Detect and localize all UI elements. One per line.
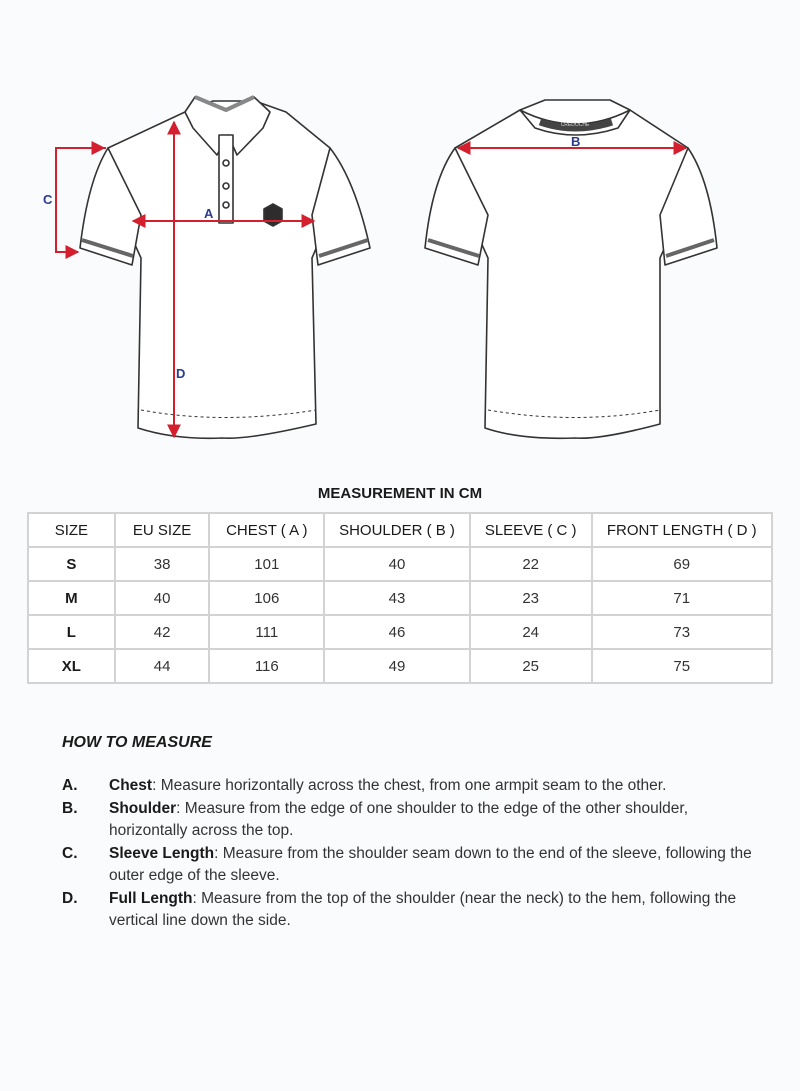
- cell-front-length: 73: [592, 615, 772, 649]
- item-description: : Measure from the edge of one shoulder to the edge of the other shoulder, horizontally across the top.: [109, 799, 689, 839]
- cell-shoulder: 46: [324, 615, 470, 649]
- header-eu-size: EU SIZE: [115, 513, 210, 547]
- cell-front-length: 75: [592, 649, 772, 683]
- cell-sleeve: 23: [470, 581, 592, 615]
- item-letter: C.: [62, 844, 78, 862]
- cell-shoulder: 49: [324, 649, 470, 683]
- size-table: [27, 512, 773, 684]
- item-description: : Measure from the top of the shoulder (near the neck) to the hem, following the vertical line down the side.: [109, 889, 737, 929]
- cell-chest: 106: [209, 581, 324, 615]
- table-title: MEASUREMENT IN CM: [317, 485, 483, 502]
- header-size: SIZE: [28, 513, 115, 547]
- polo-measurement-diagram: [0, 60, 800, 460]
- cell-size: S: [28, 547, 115, 581]
- list-item: [62, 888, 752, 933]
- cell-size: XL: [28, 649, 115, 683]
- cell-sleeve: 22: [470, 547, 592, 581]
- how-to-measure-list: [62, 775, 752, 933]
- label-a: A: [204, 206, 214, 221]
- table-header-row: [28, 513, 772, 547]
- cell-sleeve: 24: [470, 615, 592, 649]
- cell-shoulder: 43: [324, 581, 470, 615]
- header-chest: CHEST ( A ): [209, 513, 324, 547]
- how-to-measure-title: HOW TO MEASURE: [62, 734, 212, 751]
- header-sleeve: SLEEVE ( C ): [470, 513, 592, 547]
- cell-eu-size: 42: [115, 615, 210, 649]
- item-term: Chest: [109, 777, 153, 794]
- header-front-length: FRONT LENGTH ( D ): [592, 513, 772, 547]
- header-shoulder: SHOULDER ( B ): [324, 513, 470, 547]
- cell-front-length: 69: [592, 547, 772, 581]
- item-description: : Measure from the shoulder seam down to the end of the sleeve, following the outer edge of the sleeve.: [109, 844, 752, 884]
- item-term: Shoulder: [109, 799, 177, 817]
- table-row: [28, 581, 772, 615]
- cell-sleeve: 25: [470, 649, 592, 683]
- table-row: [28, 649, 772, 683]
- item-letter: D.: [62, 889, 78, 907]
- cell-chest: 111: [209, 615, 324, 649]
- item-description: : Measure horizontally across the chest, from one armpit seam to the other.: [152, 777, 667, 794]
- polo-front-view: [80, 97, 370, 438]
- cell-chest: 101: [209, 547, 324, 581]
- cell-shoulder: 40: [324, 547, 470, 581]
- table-row: [28, 547, 772, 581]
- cell-size: M: [28, 581, 115, 615]
- cell-size: L: [28, 615, 115, 649]
- cell-front-length: 71: [592, 581, 772, 615]
- brand-mark: CREDOCHE: [560, 122, 590, 128]
- cell-chest: 116: [209, 649, 324, 683]
- label-b: B: [571, 134, 581, 149]
- cell-eu-size: 38: [115, 547, 210, 581]
- table-row: [28, 615, 772, 649]
- item-term: Sleeve Length: [109, 844, 215, 862]
- label-d: D: [176, 366, 186, 381]
- label-c: C: [43, 192, 53, 207]
- list-item: [62, 843, 752, 888]
- item-letter: B.: [62, 799, 78, 817]
- item-term: Full Length: [109, 889, 193, 907]
- list-item: [62, 775, 752, 798]
- cell-eu-size: 40: [115, 581, 210, 615]
- item-letter: A.: [62, 777, 78, 794]
- list-item: [62, 798, 752, 843]
- polo-back-view: [425, 100, 717, 438]
- cell-eu-size: 44: [115, 649, 210, 683]
